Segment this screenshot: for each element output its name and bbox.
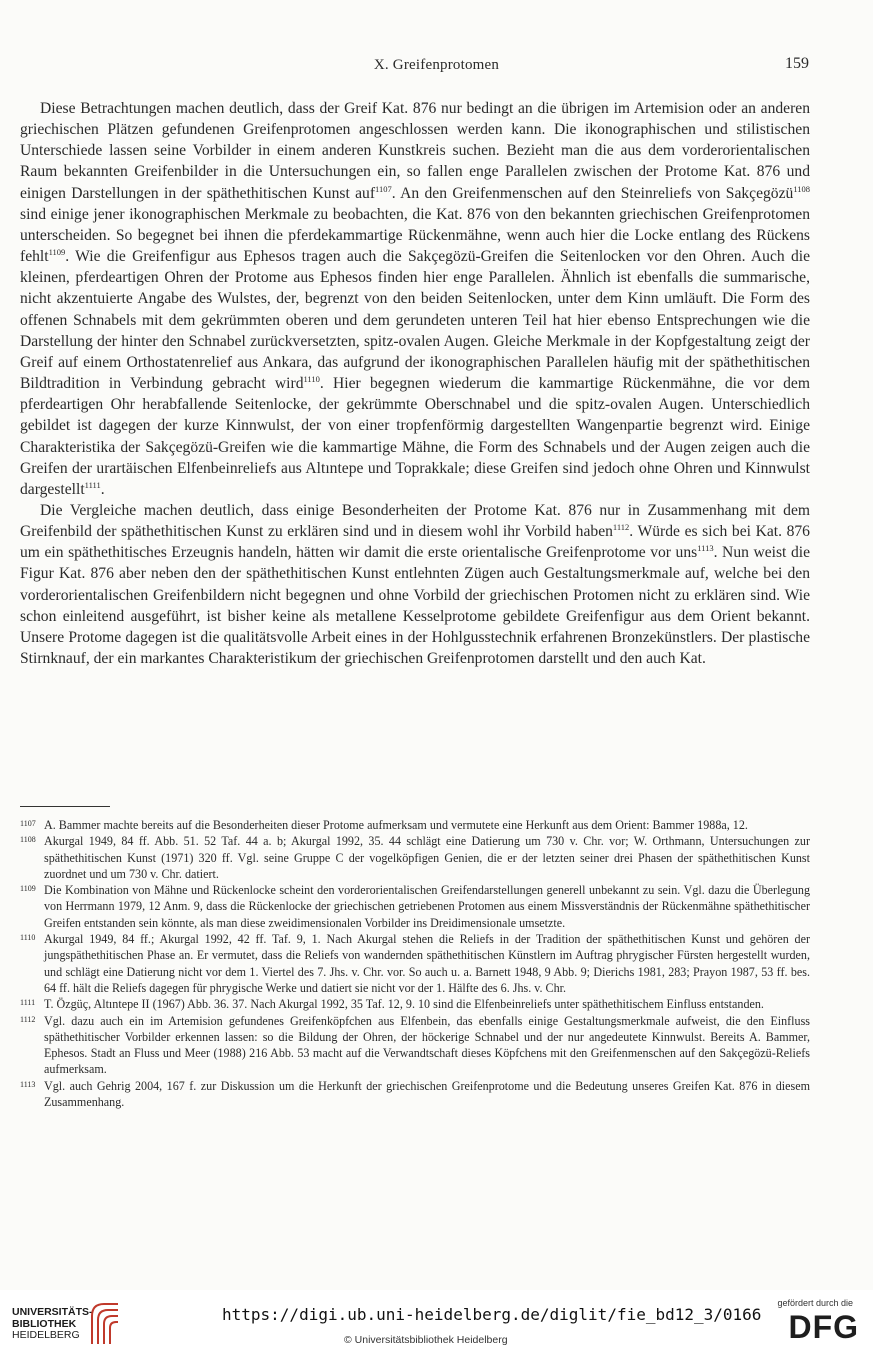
text-run: . Hier begegnen wiederum die kammartige Rückenmähne, die vor dem pferdeartigen Ohr herabfallende Seitenlocke, der gekrümmte Oberschnabel und die spitz-ovalen Augen. Unterschiedlich gebildet ist dagegen der kurze Kinnwulst, der von einer tropfenförmig dargestellten Wangenpartie begrenzt wird. Einige Charakteristika der Sakçegözü-Greifen wie die kammartige Mähne, die Form des Schnabels und der Augen zeigen auch die Greifen der urartäischen Elfenbeinreliefs aus Altıntepe und Toprakkale; diese Greifen sind jedoch ohne Ohren und Kinnwulst dargestellt [20,375,810,498]
dfg-caption: gefördert durch die [777,1298,853,1308]
footnotes [20,817,810,1110]
running-header: X. Greifenprotomen [373,57,500,73]
page-number: 159 [785,55,809,72]
library-name-line1: UNIVERSITÄTS- [12,1306,93,1318]
footnote-number: 1110 [20,933,36,943]
footnote [20,931,810,996]
permalink-url[interactable]: https://digi.ub.uni-heidelberg.de/diglit/fie_bd12_3/0166 [222,1305,762,1324]
footnote-ref[interactable]: 1110 [303,374,320,385]
footnote [20,1078,810,1111]
footnote-text: Vgl. dazu auch ein im Artemision gefundenes Greifenköpfchen aus Elfenbein, das ebenfalls einige Gestaltungsmerkmale aufweist, die den Einfluss späthethitischer Vorbilder erkennen lassen: so die Bildung der Ohren, der höckerige Schnabel und der nur angedeutete Kinnwulst. Bereits A. Bammer, Ephesos. Stadt an Fluss und Meer (1988) 216 Abb. 53 macht auf die Verwandtschaft dieses Köpfchens mit den Greifenmenschen auf den Sakçegözü-Reliefs aufmerksam. [44,1013,810,1077]
library-name-line3: HEIDELBERG [12,1329,80,1341]
footnote-ref[interactable]: 1112 [612,522,630,533]
text-run: Die Vergleiche machen deutlich, dass einige Besonderheiten der Protome Kat. 876 nur in Zusammenhang mit dem Greifenbild der späthethitischen Kunst zu erklären sind und in diesem wohl ihr Vorbild haben [20,501,810,541]
dfg-logo[interactable]: DFG [788,1309,859,1345]
footnote-text: Akurgal 1949, 84 ff. Abb. 51. 52 Taf. 44 a. b; Akurgal 1992, 35. 44 schlägt eine Datierung um 730 v. Chr. vor; W. Orthmann, Untersuchungen zur späthethitischen Kunst (1971) 320 ff. Vgl. seine Gruppe C der vogelköpfigen Genien, die er der letzten seiner drei Phasen der späthethitischen Kunst zuordnet und um 730 v. Chr. datiert. [44,834,810,881]
main-text [20,98,810,669]
footnote [20,882,810,931]
footnote-ref[interactable]: 1108 [793,183,811,194]
text-run: . Wie die Greifenfigur aus Ephesos tragen auch die Sakçegözü-Greifen die Seitenlocken vor den Ohren. Auch die kleinen, pferdeartigen Ohren der Protome aus Ephesos finden hier enge Parallelen. Ähnlich ist ebenfalls die summarische, nicht akzentuierte Angabe des Wulstes, der, begrenzt von den beiden Seitenlocken, unter dem Kinn umläuft. Die Form des offenen Schnabels mit dem gekrümmten oberen und dem gerundeten unteren Teil hat hier ebenso Entsprechungen wie die Darstellung der hinter den Schnabel zurückversetzten, spitz-ovalen Augen. Gleiche Merkmale in der Kopfgestaltung zeigt der Greif auf einem Orthostatenrelief aus Ankara, das aufgrund der ikonographischen Parallelen häufig mit der späthethitischen Bildtradition in Verbindung gebracht wird [20,248,810,393]
footnote-text: Akurgal 1949, 84 ff.; Akurgal 1992, 42 ff. Taf. 9, 1. Nach Akurgal stehen die Reliefs in der Tradition der späthethitischen Kunst und gehören der jungspäthethitischen Phase an. Er vermutet, dass die Reliefs von wandernden späthethitischen Künstlern im Auftrag phrygischer Fürsten hergestellt wurden, und schlägt eine Datierung nicht vor dem 1. Viertel des 7. Jhs. v. Chr. vor. So auch u. a. Barnett 1948, 9 Abb. 9; Dierichs 1981, 283; Prayon 1987, 53 ff. bes. 64 ff. hält die Reliefs dagegen für phrygische Werke und datiert sie nicht vor der 1. Hälfte des 6. Jhs. v. Chr. [44,932,810,995]
footnote-number: 1111 [20,998,36,1008]
footnote-text: Vgl. auch Gehrig 2004, 167 f. zur Diskussion um die Herkunft der griechischen Greifenprotome und die Bedeutung unseres Greifen Kat. 876 in diesem Zusammenhang. [44,1078,810,1110]
text-run: sind einige jener ikonographischen Merkmale zu beobachten, die Kat. 876 von den bekannten griechischen Greifenprotomen unterscheiden. So begegnet bei ihnen die pferdekammartige Rückenmähne, wenn auch hier die Locke entlang des Rückens fehlt [20,205,810,266]
footnote [20,817,810,833]
text-run: . [100,480,105,498]
footnote [20,833,810,882]
footnote [20,996,810,1012]
footnote-ref[interactable]: 1113 [697,543,714,554]
body-paragraph [20,98,810,500]
footnote-separator [20,806,110,807]
heidelberg-library-logo-icon [88,1300,122,1346]
copyright-notice: © Universitätsbibliothek Heidelberg [344,1334,508,1346]
footnote-number: 1113 [20,1079,36,1089]
text-run: . An den Greifenmenschen auf den Steinreliefs von Sakçegözü [391,184,794,202]
footnote-number: 1112 [20,1014,36,1024]
library-name[interactable] [12,1307,93,1342]
text-run: . Nun weist die Figur Kat. 876 aber neben den der späthethitischen Kunst entlehnten Zügen auch Gestaltungsmerkmale auf, welche bei den vorderorientalischen Greifenbildern nicht begegnen und ohne Vorbild der griechischen Protomen nicht zu erklären sind. Wie schon einleitend ausgeführt, ist bisher keine als metallene Kesselprotome gebildete Greifenfigur aus dem Orient bekannt. Unsere Protome dagegen ist die qualitätsvolle Arbeit eines in der Hohlgusstechnik erfahrenen Bronzekünstlers. Der plastische Stirnknauf, der ein markantes Charakteristikum der griechischen Greifenprotomen darstellt und den auch Kat. [20,544,810,668]
footnote-text: A. Bammer machte bereits auf die Besonderheiten dieser Protome aufmerksam und vermutete eine Herkunft aus dem Orient: Bammer 1988a, 12. [44,818,748,832]
footnote [20,1013,810,1078]
footnote-ref[interactable]: 1111 [84,479,101,490]
footnote-number: 1107 [20,819,36,828]
footer-bar [0,1290,873,1356]
footnote-text: Die Kombination von Mähne und Rückenlocke scheint den vorderorientalischen Greifendarstellungen generell unbekannt zu sein. Vgl. dazu die Überlegung von Herrmann 1979, 12 Anm. 9, dass die Rückenlocke der griechischen getriebenen Protomen aus einem Missverständnis der Rückenmähne späthethitischer Greifen entstanden sein könnte, als man diese zweidimensionalen Vorbilder ins Dreidimensionale umsetzte. [44,883,810,930]
text-run: Diese Betrachtungen machen deutlich, dass der Greif Kat. 876 nur bedingt an die übrigen im Artemision oder an anderen griechischen Plätzen gefundenen Greifenprotomen angeschlossen werden kann. Die ikonographischen und stilistischen Unterschiede lassen seine Vorbilder in einem anderen Kunstkreis suchen. Bezieht man die aus dem vorderorientalischen Raum bekannten Greifenbilder in die Untersuchungen ein, so fallen enge Parallelen zwischen der Protome Kat. 876 und einigen Darstellungen in der späthethitischen Kunst auf [20,100,810,202]
footnote-number: 1109 [20,884,36,894]
footnote-ref[interactable]: 1109 [48,247,66,258]
body-paragraph [20,500,810,669]
footnote-text: T. Özgüç, Altıntepe II (1967) Abb. 36. 37. Nach Akurgal 1992, 35 Taf. 12, 9. 10 sind die Elfenbeinreliefs unter späthethitischem Einfluss entstanden. [44,997,764,1012]
library-name-line2: BIBLIOTHEK [12,1317,77,1330]
footnote-number: 1108 [20,835,36,845]
footnote-ref[interactable]: 1107 [375,183,392,194]
text-run: . Würde es sich bei Kat. 876 um ein späthethitisches Erzeugnis handeln, hätten wir damit die erste orientalische Greifenprotome vor uns [20,523,810,562]
